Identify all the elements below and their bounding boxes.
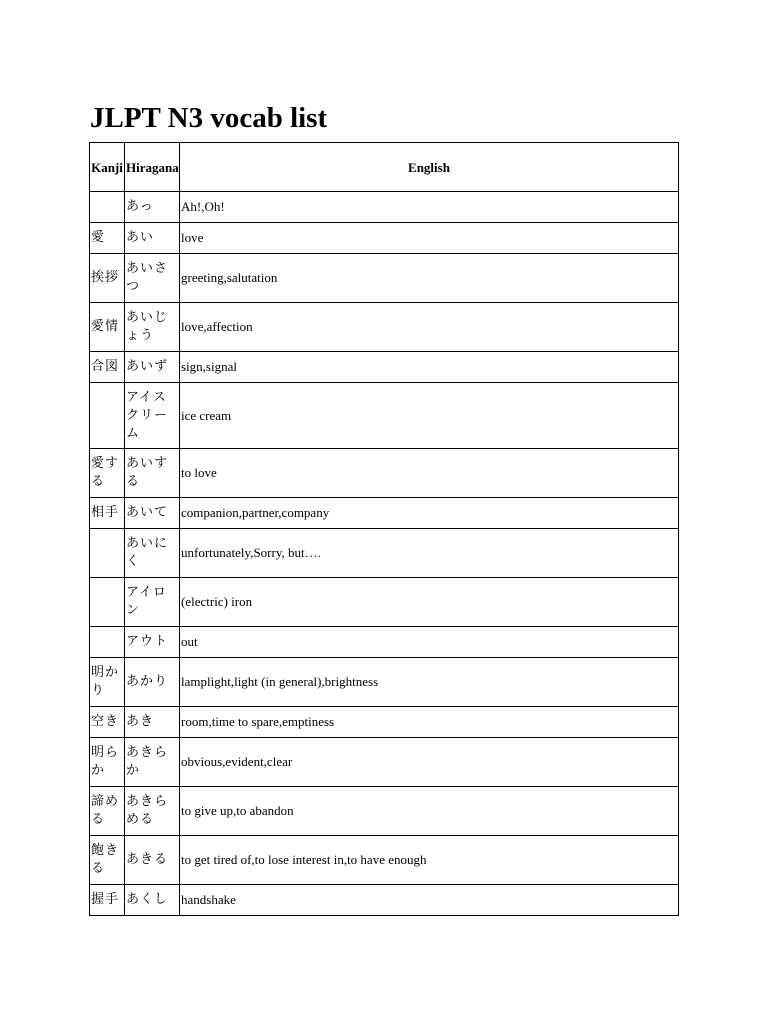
table-row (90, 836, 679, 885)
table-row (90, 449, 679, 498)
cell-hiragana: あっ (125, 192, 180, 223)
page-title: JLPT N3 vocab list (90, 102, 328, 134)
table-row (90, 578, 679, 627)
cell-english: unfortunately,Sorry, but…. (180, 529, 679, 578)
cell-english: to get tired of,to lose interest in,to have enough (180, 836, 679, 885)
cell-kanji: 合図 (90, 352, 125, 383)
cell-kanji: 明かり (90, 658, 125, 707)
cell-english: to give up,to abandon (180, 787, 679, 836)
cell-english: out (180, 627, 679, 658)
cell-hiragana: アウト (125, 627, 180, 658)
cell-hiragana: アイスクリーム (125, 383, 180, 449)
cell-english: Ah!,Oh! (180, 192, 679, 223)
cell-kanji (90, 383, 125, 449)
table-row (90, 352, 679, 383)
cell-hiragana: あきらか (125, 738, 180, 787)
cell-kanji: 挨拶 (90, 254, 125, 303)
cell-kanji: 明らか (90, 738, 125, 787)
cell-english: lamplight,light (in general),brightness (180, 658, 679, 707)
cell-kanji: 空き (90, 707, 125, 738)
cell-hiragana: あきらめる (125, 787, 180, 836)
table-row (90, 658, 679, 707)
cell-kanji: 握手 (90, 885, 125, 916)
cell-english: obvious,evident,clear (180, 738, 679, 787)
cell-hiragana: あいにく (125, 529, 180, 578)
table-row (90, 498, 679, 529)
table-row (90, 303, 679, 352)
cell-kanji (90, 192, 125, 223)
cell-hiragana: あきる (125, 836, 180, 885)
table-row (90, 787, 679, 836)
vocab-table (89, 142, 679, 916)
cell-kanji: 飽きる (90, 836, 125, 885)
cell-kanji (90, 627, 125, 658)
cell-english: handshake (180, 885, 679, 916)
header-kanji: Kanji (90, 143, 125, 192)
cell-hiragana: あいさつ (125, 254, 180, 303)
cell-hiragana: あいて (125, 498, 180, 529)
cell-english: (electric) iron (180, 578, 679, 627)
table-row (90, 885, 679, 916)
table-row (90, 383, 679, 449)
cell-english: room,time to spare,emptiness (180, 707, 679, 738)
cell-english: sign,signal (180, 352, 679, 383)
cell-hiragana: あかり (125, 658, 180, 707)
header-hiragana: Hiragana (125, 143, 180, 192)
cell-english: greeting,salutation (180, 254, 679, 303)
table-row (90, 738, 679, 787)
cell-kanji: 相手 (90, 498, 125, 529)
cell-hiragana: あいず (125, 352, 180, 383)
cell-hiragana: あき (125, 707, 180, 738)
header-english: English (180, 143, 679, 192)
cell-english: companion,partner,company (180, 498, 679, 529)
table-row (90, 192, 679, 223)
cell-english: ice cream (180, 383, 679, 449)
cell-kanji: 愛 (90, 223, 125, 254)
table-row (90, 707, 679, 738)
table-row (90, 254, 679, 303)
table-row (90, 627, 679, 658)
cell-hiragana: アイロン (125, 578, 180, 627)
cell-english: to love (180, 449, 679, 498)
cell-kanji (90, 529, 125, 578)
table-row (90, 529, 679, 578)
cell-kanji (90, 578, 125, 627)
cell-kanji: 諦める (90, 787, 125, 836)
cell-hiragana: あい (125, 223, 180, 254)
cell-kanji: 愛する (90, 449, 125, 498)
table-row (90, 223, 679, 254)
cell-english: love (180, 223, 679, 254)
cell-hiragana: あくし (125, 885, 180, 916)
cell-hiragana: あいする (125, 449, 180, 498)
cell-kanji: 愛情 (90, 303, 125, 352)
header-row (90, 143, 679, 192)
cell-english: love,affection (180, 303, 679, 352)
cell-hiragana: あいじょう (125, 303, 180, 352)
